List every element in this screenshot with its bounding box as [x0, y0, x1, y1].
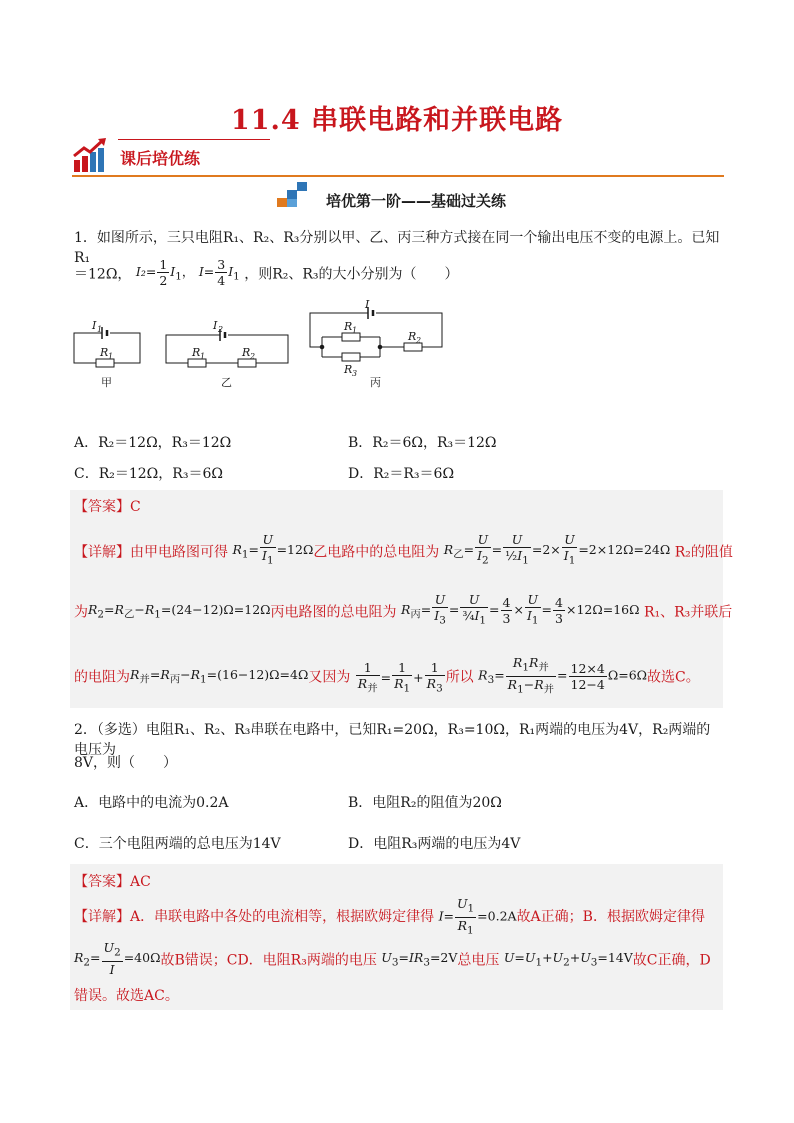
- q1-formula-r3: $R_3=$ $\frac{R_1R_并}{R_1-R_并}$ = $\frac{12\times 4}{12-4}$ Ω=6Ω: [478, 655, 648, 695]
- q1-circuit-figures: [70, 298, 450, 395]
- fig-label-jia: 甲: [101, 376, 112, 389]
- q1-stem-line1: 1．如图所示，三只电阻R₁、R₂、R₃分别以甲、乙、丙三种方式接在同一个输出电压不变的电源上。已知R₁: [74, 230, 720, 266]
- q1-option-d[interactable]: D．R₂＝R₃＝6Ω: [348, 466, 455, 482]
- q1-cond1-label: I₂=: [135, 264, 157, 279]
- label-r2-bing: R: [408, 330, 417, 343]
- label-r2-yi-sub: 2: [250, 352, 256, 361]
- circuit-bing: [310, 307, 442, 361]
- header-bottom-line: [72, 175, 724, 177]
- label-r2-bing-sub: 2: [416, 336, 422, 345]
- label-i1: I: [92, 319, 97, 332]
- section-header: [72, 136, 724, 178]
- q1-formula-parallel-rule: $\frac{1}{R_并}$ = $\frac{1}{R_1}$ + $\frac{1}{R_3}$: [357, 659, 443, 695]
- page-title: 11.4 串联电路和并联电路: [230, 105, 564, 136]
- section-label: 课后培优练: [120, 149, 201, 168]
- label-r1-jia: R: [100, 346, 109, 359]
- q1-answer-value: C: [130, 499, 141, 515]
- q1-detail-line2: [74, 590, 733, 635]
- q2-d2b: 总电压: [457, 952, 500, 969]
- q2-formula-u-total: $U=U_1+U_2+U_3=14V$: [503, 950, 633, 969]
- fig-label-bing: 丙: [370, 376, 381, 389]
- q1-option-a[interactable]: A．R₂＝12Ω，R₃＝12Ω: [74, 435, 232, 451]
- q1-condition-i2: I₂= $\frac{1}{2}$ $I_1$，: [135, 257, 195, 288]
- q2-d2a: 故B错误；CD．电阻R₃两端的电压: [160, 952, 377, 969]
- q2-option-a[interactable]: A．电路中的电流为0.2A: [74, 795, 229, 811]
- q1-formula-r-parallel: $R_并=R_丙-R_1=(16-12)\Omega=4\Omega$: [130, 667, 309, 686]
- label-r1-bing: R: [344, 320, 353, 333]
- q1-answer: [74, 496, 141, 516]
- q1-option-c[interactable]: C．R₂＝12Ω，R₃＝6Ω: [74, 466, 223, 482]
- q1-detail-tag: 【详解】: [74, 544, 130, 561]
- circuit-yi: [166, 329, 288, 367]
- q1-formula-r-total-yi: $R_乙=$ $\frac{U}{I_2}$ = $\frac{U}{\frac{1}{2}I_1}$ =2× $\frac{U}{I_1}$ =2×12Ω=24Ω: [443, 532, 671, 567]
- q1-d3a: 的电阻为: [74, 669, 130, 686]
- subsection-label: 培优第一阶——基础过关练: [325, 192, 506, 210]
- q2-formula-u3: $U_3=IR_3=2V$: [381, 950, 458, 969]
- label-r3-bing: R: [344, 363, 353, 376]
- q2-formula-r2: $R_2=$ $\frac{U_2}{I}$ =40Ω: [74, 940, 161, 977]
- bar-chart-arrow-icon: [72, 138, 108, 172]
- q2-option-b[interactable]: B．电阻R₂的阻值为20Ω: [348, 795, 502, 811]
- q1-d2b: 丙电路图的总电阻为: [270, 604, 397, 621]
- q2-option-c[interactable]: C．三个电阻两端的总电压为14V: [74, 836, 281, 852]
- q1-d3b: 又因为: [308, 669, 351, 686]
- q1-formula-r1: $R_1=$ $\frac{U}{I_1}$ =12Ω: [232, 532, 314, 567]
- label-r2-yi: R: [242, 346, 251, 359]
- q1-d2c: R₁、R₃并联后: [643, 604, 733, 621]
- subsection-header: [0, 190, 794, 211]
- q2-d1a: A．串联电路中各处的电流相等，根据欧姆定律得: [130, 909, 435, 925]
- q2-detail-line3: 错误。故选AC。: [74, 988, 179, 1004]
- q1-condition-i: I= $\frac{3}{4}$ $I_1$: [198, 257, 240, 288]
- label-i: I: [365, 298, 370, 311]
- label-i1-sub: 1: [97, 325, 103, 334]
- label-r3-bing-sub: 3: [352, 369, 358, 378]
- q2-option-d[interactable]: D．电阻R₃两端的电压为4V: [348, 836, 521, 852]
- q1-stem-line2: [74, 255, 724, 294]
- q2-d2c: 故C正确，D: [632, 952, 711, 969]
- fig-label-yi: 乙: [221, 376, 232, 389]
- q1-d1b: 乙电路中的总电阻为: [313, 544, 440, 561]
- q1-stem-end: ，则R₂、R₃的大小分别为（ ）: [244, 266, 459, 283]
- q2-detail-line2: [74, 938, 724, 983]
- q1-answer-tag: 【答案】: [74, 499, 130, 515]
- q2-answer-tag: 【答案】: [74, 874, 130, 890]
- label-i2: I: [213, 319, 218, 332]
- label-r1-yi: R: [192, 346, 201, 359]
- q2-formula-current: I= $\frac{U_1}{R_1}$ =0.2A: [438, 896, 517, 936]
- q1-d1a: 由甲电路图可得: [130, 544, 228, 561]
- q1-r1-value: ＝12Ω，: [74, 266, 132, 283]
- q1-formula-r2: $R_2=R_乙-R_1=(24-12)\Omega=12\Omega$: [88, 602, 271, 621]
- label-i2-sub: 2: [218, 325, 224, 334]
- q1-option-b[interactable]: B．R₂＝6Ω，R₃＝12Ω: [348, 435, 497, 451]
- label-r1-yi-sub: 1: [200, 352, 206, 361]
- q1-d1c: R₂的阻值: [674, 544, 733, 561]
- q1-detail-line3: [74, 655, 724, 700]
- q1-detail-line1: [74, 530, 733, 575]
- label-r1-bing-sub: 1: [352, 326, 358, 335]
- q1-formula-r-total-bing: $R_丙=$ $\frac{U}{I_3}$ = $\frac{U}{\frac{3}{4}I_1}$ = $\frac{4}{3}$ × $\frac{U}{I_1}$ = $\frac{4}{3}$ ×12Ω=16Ω: [400, 592, 640, 627]
- q2-stem-line1: 2．（多选）电阻R₁、R₂、R₃串联在电路中，已知R₁=20Ω，R₃=10Ω，R₁两端的电压为4V，R₂两端的电压为: [74, 722, 711, 758]
- q2-stem-line2: 8V，则（ ）: [74, 755, 178, 771]
- q2-answer-value: AC: [130, 874, 151, 890]
- q1-d2a: 为: [74, 604, 88, 621]
- q2-d1b: 故A正确；B．根据欧姆定律得: [516, 909, 705, 925]
- q1-d3c: 所以: [445, 669, 474, 686]
- q1-d3d: 故选C。: [647, 669, 700, 686]
- label-r1-jia-sub: 1: [108, 352, 114, 361]
- q2-detail-tag: 【详解】: [74, 909, 130, 925]
- header-top-line: [118, 139, 270, 140]
- q1-cond2-label: I=: [198, 264, 215, 279]
- q2-detail-line1: [74, 896, 724, 938]
- q2-answer: [74, 871, 151, 891]
- stairs-icon: [277, 182, 309, 208]
